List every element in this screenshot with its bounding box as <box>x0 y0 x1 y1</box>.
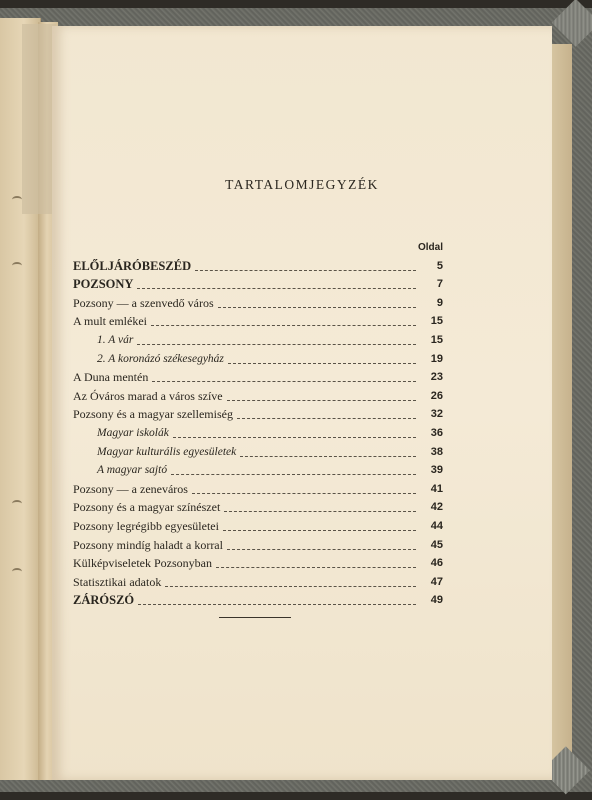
dot-leader <box>192 492 416 494</box>
toc-entry <box>73 367 443 386</box>
toc-entry <box>73 571 443 590</box>
toc-entry <box>73 478 443 497</box>
dot-leader <box>171 473 416 475</box>
toc-entry-page-number: 15 <box>430 333 443 346</box>
page-title: TARTALOMJEGYZÉK <box>225 177 379 192</box>
toc-entry-page-number: 36 <box>430 426 443 439</box>
dot-leader <box>151 324 416 326</box>
toc-entry-label: Pozsony és a magyar szellemiség <box>73 407 233 422</box>
toc-entry <box>73 497 443 516</box>
toc-entry <box>73 385 443 404</box>
dot-leader <box>137 343 416 345</box>
toc-entry <box>73 441 443 460</box>
toc-entry-page-number: 19 <box>430 352 443 365</box>
toc-entry-label: Pozsony — a szenvedő város <box>73 295 214 310</box>
toc-entry-label: Pozsony — a zeneváros <box>73 481 188 496</box>
toc-entry-label: POZSONY <box>73 277 134 292</box>
toc-entry-label: Külképviseletek Pozsonyban <box>73 556 212 571</box>
toc-entry-page-number: 41 <box>430 482 443 495</box>
toc-entry <box>73 460 443 479</box>
table-of-contents <box>73 255 443 608</box>
toc-entry <box>73 311 443 330</box>
toc-entry-label: Magyar kulturális egyesületek <box>97 445 237 458</box>
toc-entry-label: ELŐLJÁRÓBESZÉD <box>73 258 192 273</box>
toc-entry-label: Statisztikai adatok <box>73 574 162 589</box>
toc-entry-label: Pozsony és a magyar színészet <box>73 500 221 515</box>
binding-stitch <box>12 262 22 269</box>
toc-entry-page-number: 42 <box>430 501 443 514</box>
toc-entry <box>73 329 443 348</box>
toc-entry-page-number: 39 <box>430 464 443 477</box>
toc-entry-page-number: 23 <box>430 371 443 384</box>
toc-entry-label: 2. A koronázó székesegyház <box>97 352 224 365</box>
toc-entry <box>73 534 443 553</box>
dot-leader <box>227 399 416 401</box>
toc-entry <box>73 348 443 367</box>
toc-entry <box>73 590 443 609</box>
toc-entry <box>73 292 443 311</box>
toc-entry-page-number: 5 <box>436 259 443 272</box>
toc-entry-label: Pozsony legrégibb egyesületei <box>73 518 219 533</box>
binding-tape <box>22 24 56 214</box>
toc-entry-page-number: 44 <box>430 519 443 532</box>
toc-entry-page-number: 9 <box>436 296 443 309</box>
contents-page <box>52 26 552 780</box>
dot-leader <box>165 585 416 587</box>
toc-entry-page-number: 47 <box>430 575 443 588</box>
toc-entry-page-number: 15 <box>430 315 443 328</box>
dot-leader <box>138 603 416 605</box>
toc-entry <box>73 553 443 572</box>
toc-entry <box>73 255 443 274</box>
toc-entry-page-number: 46 <box>430 557 443 570</box>
dot-leader <box>227 548 416 550</box>
toc-entry-label: Az Óváros marad a város szíve <box>73 388 223 403</box>
toc-entry-label: A mult emlékei <box>73 314 147 329</box>
toc-entry <box>73 404 443 423</box>
closing-rule <box>219 617 291 618</box>
dot-leader <box>237 417 416 419</box>
dot-leader <box>216 566 416 568</box>
toc-entry-page-number: 26 <box>430 389 443 402</box>
toc-entry-label: Magyar iskolák <box>97 426 169 439</box>
binding-stitch <box>12 568 22 575</box>
dot-leader <box>137 287 416 289</box>
toc-entry-page-number: 7 <box>436 278 443 291</box>
toc-entry-page-number: 49 <box>430 594 443 607</box>
binding-stitch <box>12 500 22 507</box>
toc-entry <box>73 274 443 293</box>
dot-leader <box>195 269 416 271</box>
right-page-edge <box>550 44 572 760</box>
dot-leader <box>173 436 416 438</box>
toc-entry-label: Pozsony mindíg haladt a korral <box>73 537 223 552</box>
toc-entry <box>73 515 443 534</box>
dot-leader <box>152 380 416 382</box>
toc-entry-label: ZÁRÓSZÓ <box>73 593 135 608</box>
toc-entry-page-number: 32 <box>430 408 443 421</box>
dot-leader <box>240 455 416 457</box>
toc-entry-page-number: 38 <box>430 445 443 458</box>
toc-entry-page-number: 45 <box>430 538 443 551</box>
dot-leader <box>224 510 416 512</box>
dot-leader <box>218 306 416 308</box>
page-column-header: Oldal <box>417 242 443 253</box>
dot-leader <box>223 529 416 531</box>
binding-stitch <box>12 196 22 203</box>
toc-entry-label: A magyar sajtó <box>97 464 168 477</box>
toc-entry-label: 1. A vár <box>97 333 134 346</box>
dot-leader <box>228 362 416 364</box>
toc-entry-label: A Duna mentén <box>73 370 149 385</box>
toc-entry <box>73 422 443 441</box>
